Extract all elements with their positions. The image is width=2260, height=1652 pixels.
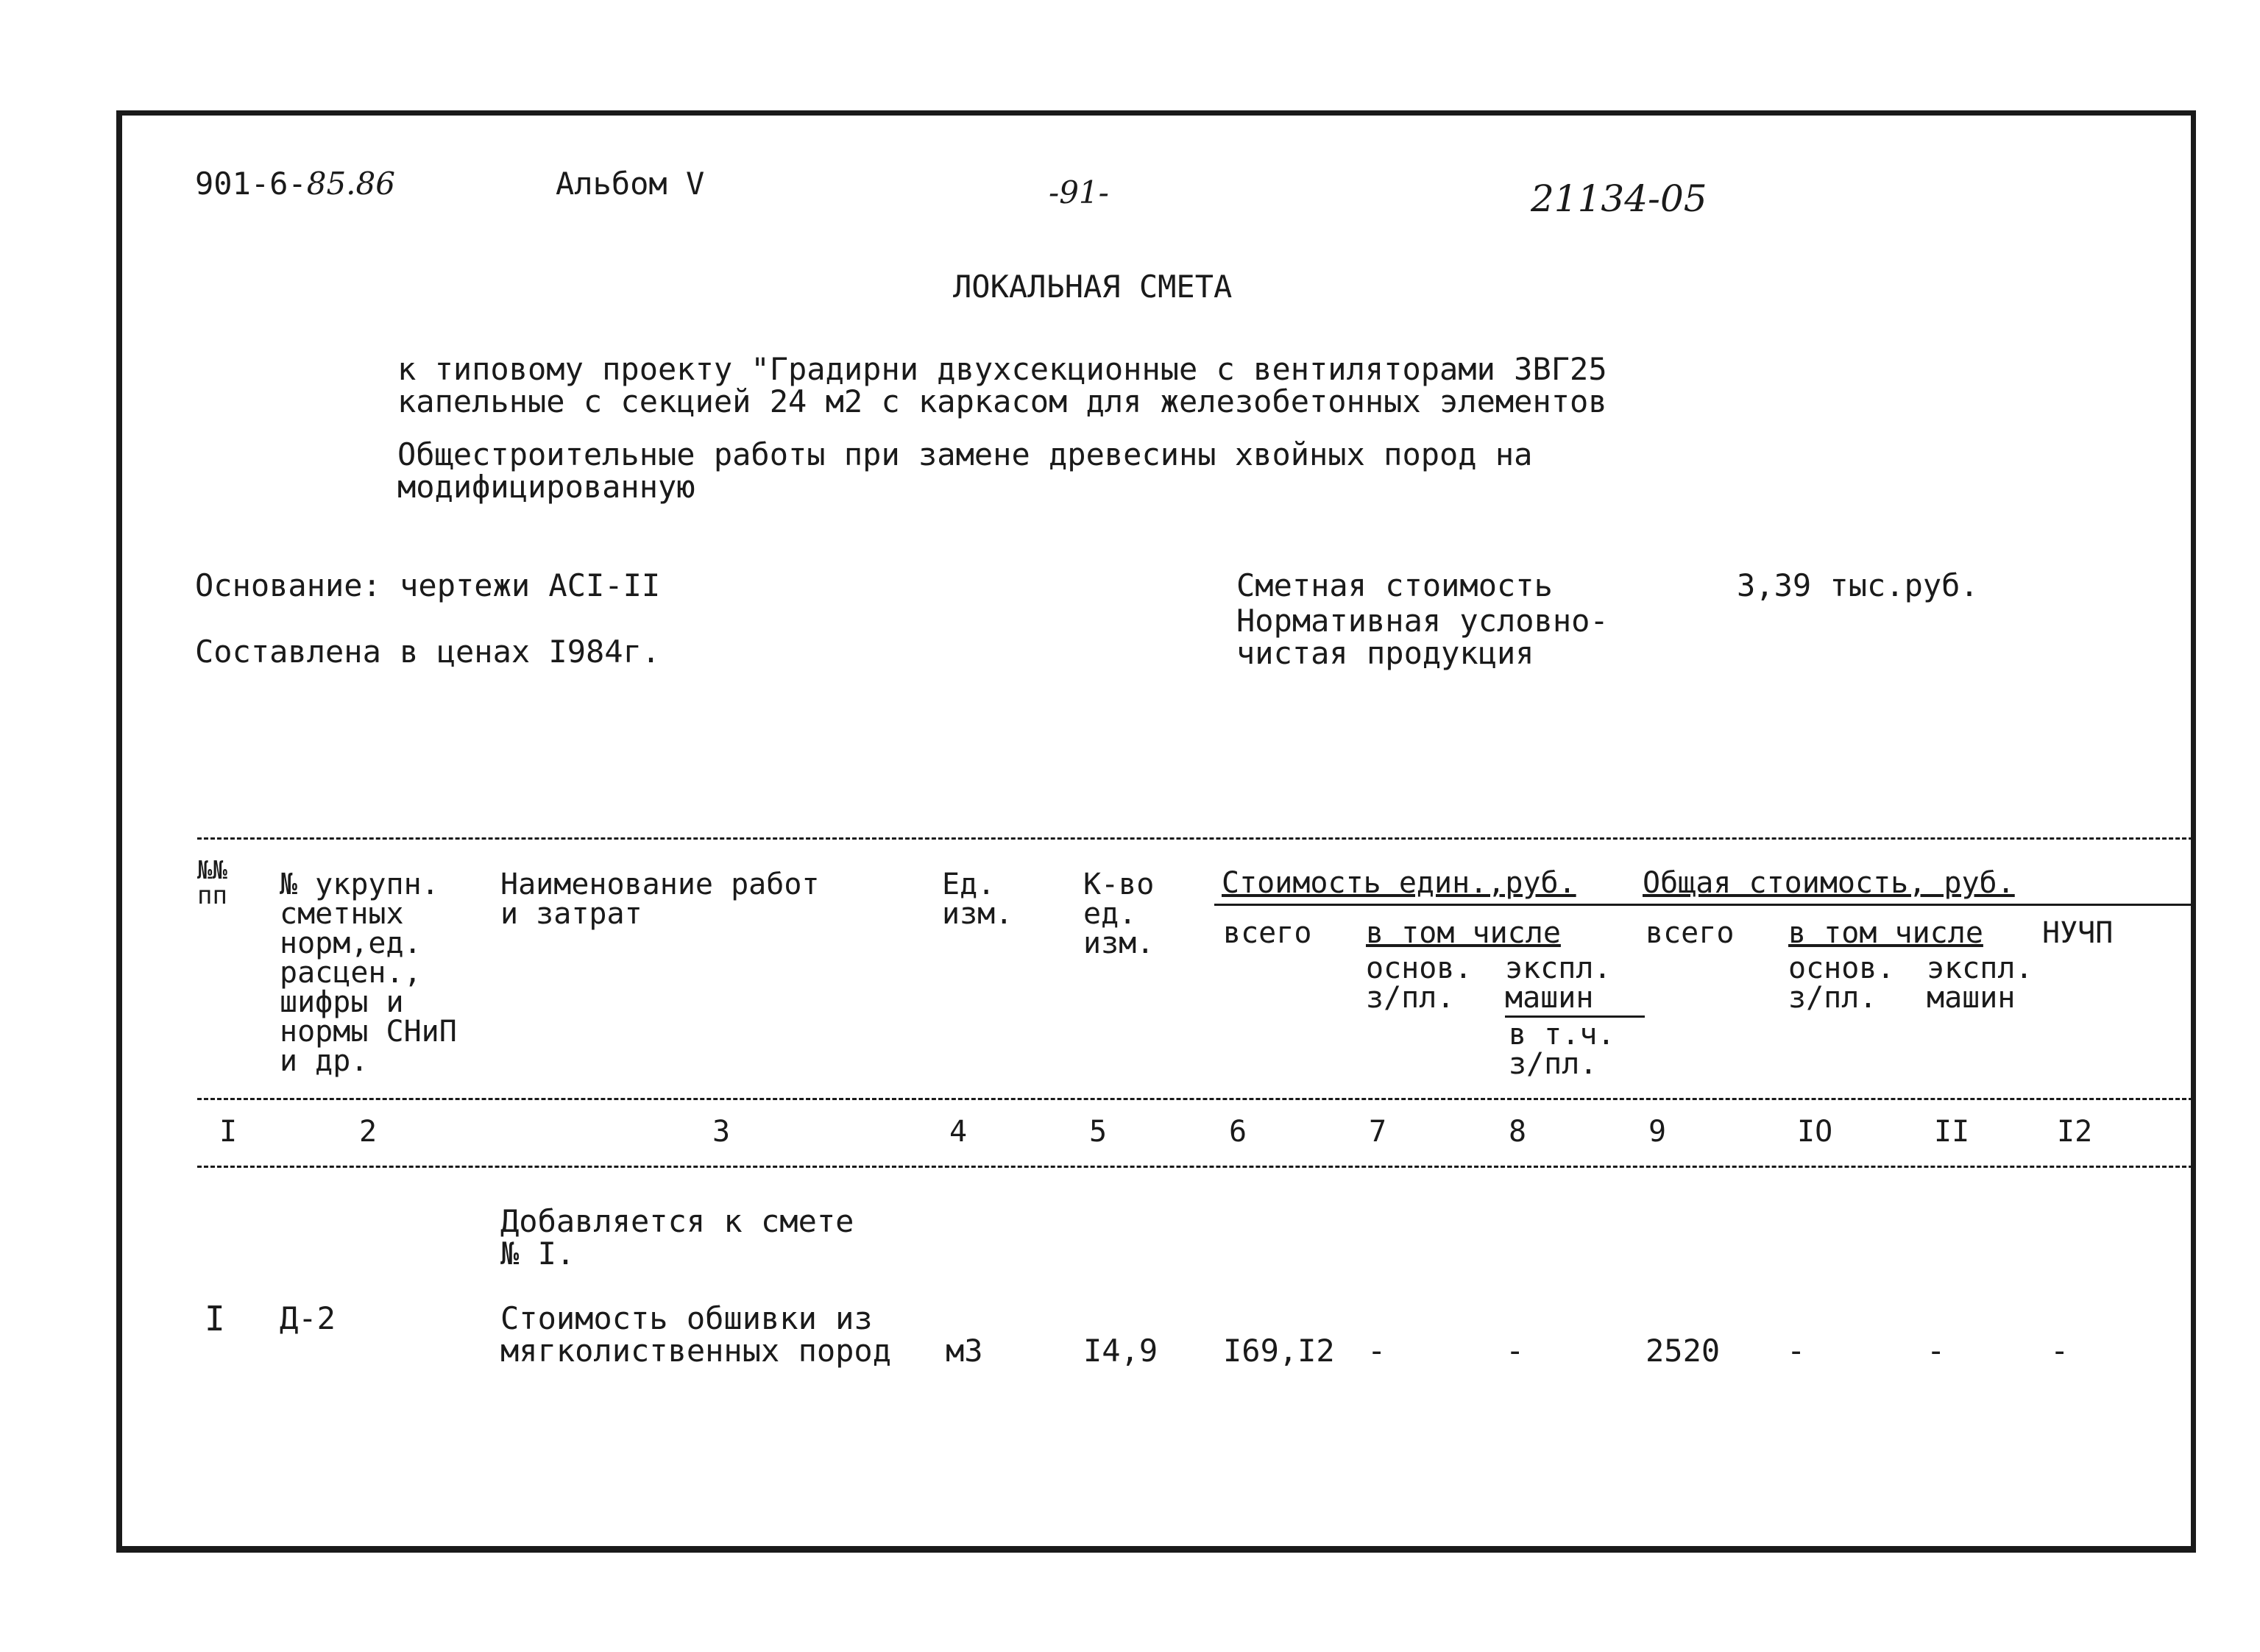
- header-col-6: всего: [1223, 916, 1312, 950]
- row-name: Стоимость обшивки из мягколиственных пород: [500, 1300, 892, 1369]
- incl-group-2: в том числе: [1788, 916, 1983, 950]
- header-col-5: К-во ед. изм.: [1083, 868, 1155, 960]
- row-total-machine: -: [1927, 1333, 1946, 1369]
- header-col-7: основ. з/пл.: [1366, 951, 1473, 1015]
- row-unit-machine: -: [1506, 1333, 1525, 1369]
- column-number-12: I2: [2057, 1115, 2093, 1149]
- project-code: 901-6-85.86: [195, 166, 395, 202]
- header-col-9: всего: [1646, 916, 1735, 950]
- doc-number: 21134-05: [1531, 177, 1707, 220]
- header-col-11: экспл. машин: [1927, 951, 2033, 1015]
- header-bottom-rule: [197, 1098, 2193, 1100]
- prices-text: Составлена в ценах I984г.: [195, 634, 661, 670]
- document-title: ЛОКАЛЬНАЯ СМЕТА: [953, 269, 1233, 305]
- project-code-handwritten: 85.86: [306, 166, 395, 202]
- cost-label: Сметная стоимость: [1236, 567, 1553, 603]
- row-unit-wage: -: [1367, 1333, 1386, 1369]
- header-col-4: Ед. изм.: [942, 868, 1013, 931]
- row-unit: м3: [946, 1333, 983, 1369]
- group-divider-rule: [1214, 904, 2193, 906]
- header-col-8-sub: в т.ч. з/пл.: [1509, 1018, 1615, 1081]
- column-number-5: 5: [1089, 1115, 1108, 1149]
- page-number: -91-: [1049, 174, 1109, 210]
- column-number-1: I: [219, 1115, 238, 1149]
- header-col-1: №№ пп: [197, 856, 227, 910]
- norm-label-2: чистая продукция: [1236, 635, 1534, 671]
- basis-text: Основание: чертежи АСI-II: [195, 567, 661, 603]
- row-total: 2520: [1646, 1333, 1721, 1369]
- row-total-wage: -: [1787, 1333, 1806, 1369]
- row-qty: I4,9: [1083, 1333, 1158, 1369]
- norm-label-1: Нормативная условно-: [1236, 603, 1609, 639]
- unit-cost-group-header: Стоимость един.,руб.: [1222, 866, 1576, 900]
- column-number-8: 8: [1509, 1115, 1527, 1149]
- total-cost-group-header: Общая стоимость, руб.: [1643, 866, 2015, 900]
- incl-group-1: в том числе: [1366, 916, 1561, 950]
- row-nuchp: -: [2050, 1333, 2069, 1369]
- header-col-8: экспл. машин: [1505, 951, 1612, 1015]
- column-number-6: 6: [1229, 1115, 1247, 1149]
- row-number: I: [205, 1299, 225, 1339]
- subtitle-line-1: к типовому проекту "Градирни двухсекционные с вентиляторами 3ВГ25: [397, 351, 1607, 387]
- album-label: Альбом V: [556, 166, 705, 202]
- row-code: Д-2: [280, 1300, 336, 1336]
- column-number-11: II: [1934, 1115, 1970, 1149]
- column-number-7: 7: [1369, 1115, 1387, 1149]
- column-number-9: 9: [1648, 1115, 1667, 1149]
- header-col-10: основ. з/пл.: [1788, 951, 1895, 1015]
- header-col-2: № укрупн. сметных норм,ед. расцен., шифры и нормы СНиП и др.: [280, 868, 457, 1078]
- column-numbers-rule: [197, 1166, 2193, 1168]
- table-top-rule: [197, 837, 2193, 840]
- header-col-3: Наименование работ и затрат: [500, 868, 820, 931]
- subtitle-line-3: Общестроительные работы при замене древесины хвойных пород на: [397, 436, 1533, 472]
- column-number-4: 4: [949, 1115, 968, 1149]
- column-number-2: 2: [359, 1115, 378, 1149]
- row-unit-total: I69,I2: [1223, 1333, 1335, 1369]
- subtitle-line-4: модифицированную: [397, 469, 695, 505]
- column-number-10: IO: [1797, 1115, 1833, 1149]
- cost-value: 3,39 тыс.руб.: [1737, 567, 1979, 603]
- section-note: Добавляется к смете № I.: [500, 1203, 854, 1272]
- column-number-3: 3: [712, 1115, 731, 1149]
- header-col-12: НУЧП: [2042, 916, 2114, 950]
- subtitle-line-2: капельные с секцией 24 м2 с каркасом для железобетонных элементов: [397, 383, 1607, 419]
